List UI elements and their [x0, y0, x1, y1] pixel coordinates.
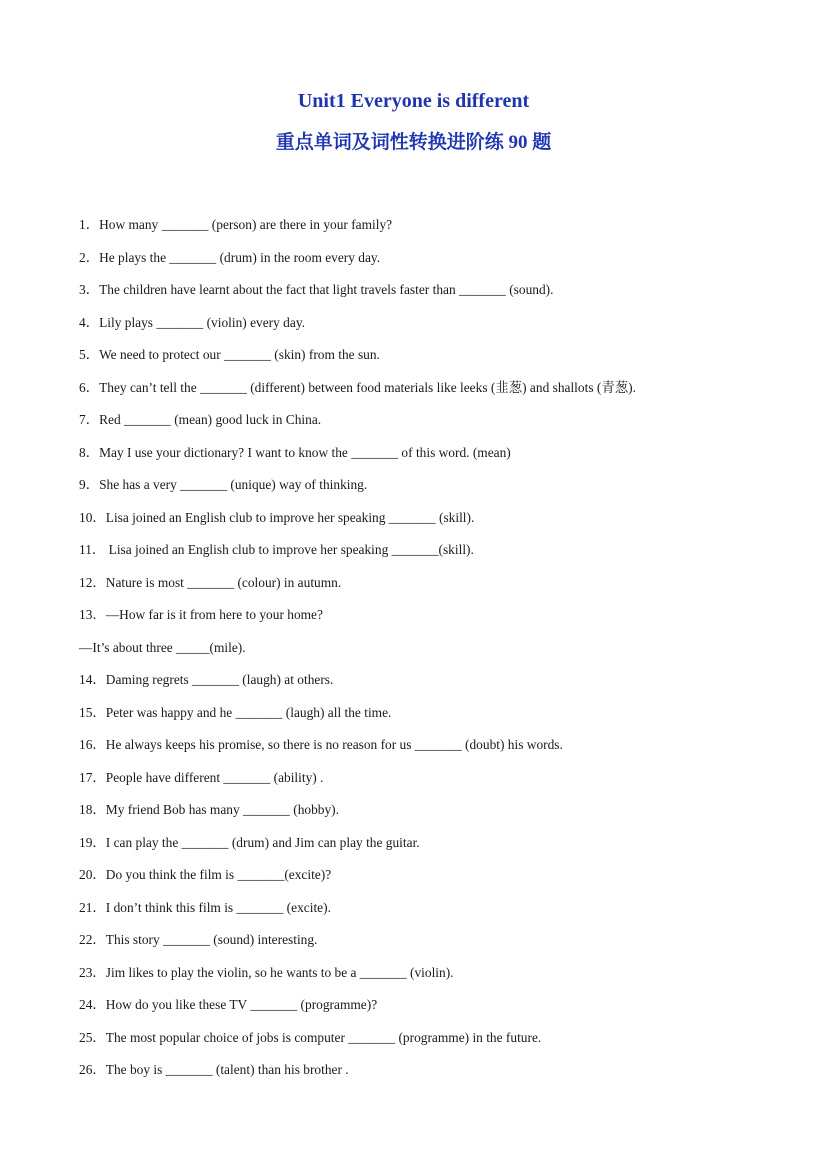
question-item	[79, 312, 779, 345]
question-text: I can play the _______ (drum) and Jim can play the guitar.	[105, 834, 420, 850]
question-text: Do you think the film is _______(excite)?	[105, 867, 332, 882]
question-number: 24．	[79, 997, 106, 1012]
question-text: She has a very _______ (unique) way of thinking.	[99, 477, 368, 492]
question-item	[79, 734, 779, 767]
question-number: 8．	[79, 444, 100, 460]
question-text: Peter was happy and he _______ (laugh) all the time.	[105, 704, 392, 720]
question-item	[79, 377, 779, 410]
question-text: Lily plays _______ (violin) every day.	[99, 314, 305, 330]
question-item	[79, 247, 779, 280]
question-item	[79, 929, 779, 962]
question-number: 6．	[79, 379, 100, 395]
question-number: 16．	[79, 737, 106, 752]
question-number: 5．	[79, 347, 100, 362]
question-number: 17．	[79, 769, 106, 785]
question-item	[79, 409, 779, 442]
question-item	[79, 637, 779, 670]
question-text: I don’t think this film is _______ (excite).	[105, 899, 331, 915]
question-number: 7．	[79, 412, 100, 427]
question-item	[79, 507, 779, 540]
question-text: This story _______ (sound) interesting.	[105, 932, 318, 947]
question-text: —It’s about three _____(mile).	[79, 639, 246, 655]
question-text: They can’t tell the _______ (different) between food materials like leeks (韭葱) and shallots (青葱).	[99, 379, 636, 395]
question-item	[79, 1027, 779, 1060]
question-number: 20．	[79, 867, 106, 882]
question-item	[79, 669, 779, 702]
document-subtitle: 重点单词及词性转换进阶练 90 题	[275, 132, 552, 153]
question-text: How many _______ (person) are there in your family?	[99, 217, 393, 232]
question-number: 13．	[79, 607, 106, 622]
question-text: The most popular choice of jobs is computer _______ (programme) in the future.	[105, 1029, 542, 1045]
question-number: 19．	[79, 834, 106, 850]
question-text: Red _______ (mean) good luck in China.	[99, 412, 322, 427]
question-number: 3．	[79, 282, 100, 297]
question-item	[79, 897, 779, 930]
question-number: 21．	[79, 899, 106, 915]
question-text: Lisa joined an English club to improve her speaking _______ (skill).	[105, 509, 475, 525]
question-item	[79, 994, 779, 1027]
question-number: 4．	[79, 314, 100, 330]
question-number: 23．	[79, 964, 106, 980]
question-text: Nature is most _______ (colour) in autumn.	[105, 574, 342, 590]
question-text: We need to protect our _______ (skin) from the sun.	[99, 347, 380, 362]
question-item	[79, 442, 779, 475]
question-text: He plays the _______ (drum) in the room every day.	[99, 249, 381, 265]
question-number: 18．	[79, 802, 106, 817]
question-item	[79, 962, 779, 995]
question-text: The boy is _______ (talent) than his brother .	[105, 1062, 349, 1077]
question-item	[79, 832, 779, 865]
question-number: 22．	[79, 932, 106, 947]
question-text: May I use your dictionary? I want to know the _______ of this word. (mean)	[99, 444, 511, 460]
question-item	[79, 1059, 779, 1092]
question-list	[79, 214, 779, 1092]
question-text: People have different _______ (ability) .	[105, 769, 324, 785]
question-item	[79, 344, 779, 377]
question-text: How do you like these TV _______ (programme)?	[105, 997, 378, 1012]
question-text: Lisa joined an English club to improve her speaking _______(skill).	[105, 542, 474, 557]
question-item	[79, 864, 779, 897]
question-text: Daming regrets _______ (laugh) at others.	[105, 672, 334, 687]
question-item	[79, 799, 779, 832]
question-number: 11．	[79, 542, 106, 557]
question-number: 12．	[79, 574, 106, 590]
question-item	[79, 572, 779, 605]
question-text: The children have learnt about the fact that light travels faster than _______ (sound).	[99, 282, 554, 297]
question-text: Jim likes to play the violin, so he wants to be a _______ (violin).	[105, 964, 454, 980]
question-item	[79, 767, 779, 800]
document-title: Unit1 Everyone is different	[297, 90, 530, 112]
question-number: 1．	[79, 217, 100, 232]
question-item	[79, 279, 779, 312]
question-number: 25．	[79, 1029, 106, 1045]
question-text: My friend Bob has many _______ (hobby).	[105, 802, 339, 817]
question-number: 26．	[79, 1062, 106, 1077]
question-number: 10．	[79, 509, 106, 525]
question-number: 14．	[79, 672, 106, 687]
question-item	[79, 474, 779, 507]
question-number: 2．	[79, 249, 100, 265]
question-text: —How far is it from here to your home?	[105, 607, 323, 622]
question-item	[79, 214, 779, 247]
question-text: He always keeps his promise, so there is no reason for us _______ (doubt) his words.	[105, 737, 563, 752]
question-number: 9．	[79, 477, 100, 492]
question-item	[79, 702, 779, 735]
question-item	[79, 539, 779, 572]
question-item	[79, 604, 779, 637]
question-number: 15．	[79, 704, 106, 720]
